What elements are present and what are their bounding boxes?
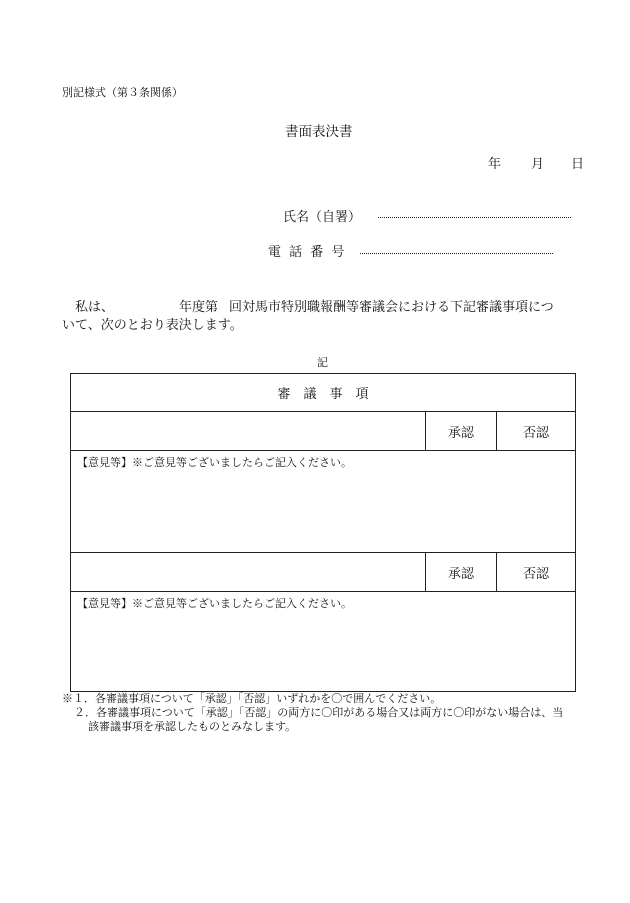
statement-paragraph (62, 299, 582, 335)
opinion-row-1 (71, 451, 576, 553)
note-2-continued: 該審議事項を承認したものとみなします。 (88, 720, 297, 733)
approve-option-2[interactable]: 承認 (426, 553, 497, 592)
note-2: ２．各審議事項について「承認」「否認」の両方に〇印がある場合又は両方に〇印がない場合は、当 (74, 706, 564, 719)
opinion-field-2[interactable]: 【意見等】※ご意見等ございましたらご記入ください。 (71, 592, 576, 692)
phone-label: 電 話 番 号 (268, 245, 347, 260)
statement-line-2: いて、次のとおり表決します。 (62, 318, 243, 333)
item-row-2 (71, 553, 576, 592)
reject-option-2[interactable]: 否認 (497, 553, 576, 592)
phone-number-line[interactable] (360, 253, 553, 254)
approve-option-1[interactable]: 承認 (426, 412, 497, 451)
statement-text-a: 私は、 (75, 300, 115, 315)
statement-line-1 (62, 299, 582, 317)
item-row-1 (71, 412, 576, 451)
table-header-row (71, 374, 576, 412)
opinion-field-1[interactable]: 【意見等】※ご意見等ございましたらご記入ください。 (71, 451, 576, 553)
item-cell-2 (71, 553, 426, 592)
form-label: 別記様式（第３条関係） (62, 86, 183, 99)
table-header: 審 議 事 項 (71, 374, 576, 412)
name-signature-line[interactable] (378, 217, 571, 218)
name-label: 氏名（自署） (283, 210, 362, 225)
notes-block (62, 692, 563, 734)
note-1: ※１．各審議事項について「承認」「否認」いずれかを〇で囲んでください。 (62, 692, 442, 705)
date-month: 月 (531, 157, 545, 172)
ki-label: 記 (317, 356, 328, 369)
deliberation-table (70, 373, 576, 692)
date-day: 日 (571, 157, 585, 172)
opinion-row-2 (71, 592, 576, 692)
date-year: 年 (488, 157, 502, 172)
item-cell-1 (71, 412, 426, 451)
statement-text-b: 年度第 (179, 300, 219, 315)
document-title: 書面表決書 (285, 124, 353, 140)
reject-option-1[interactable]: 否認 (497, 412, 576, 451)
statement-text-c: 回対馬市特別職報酬等審議会における下記審議事項につ (229, 300, 554, 315)
